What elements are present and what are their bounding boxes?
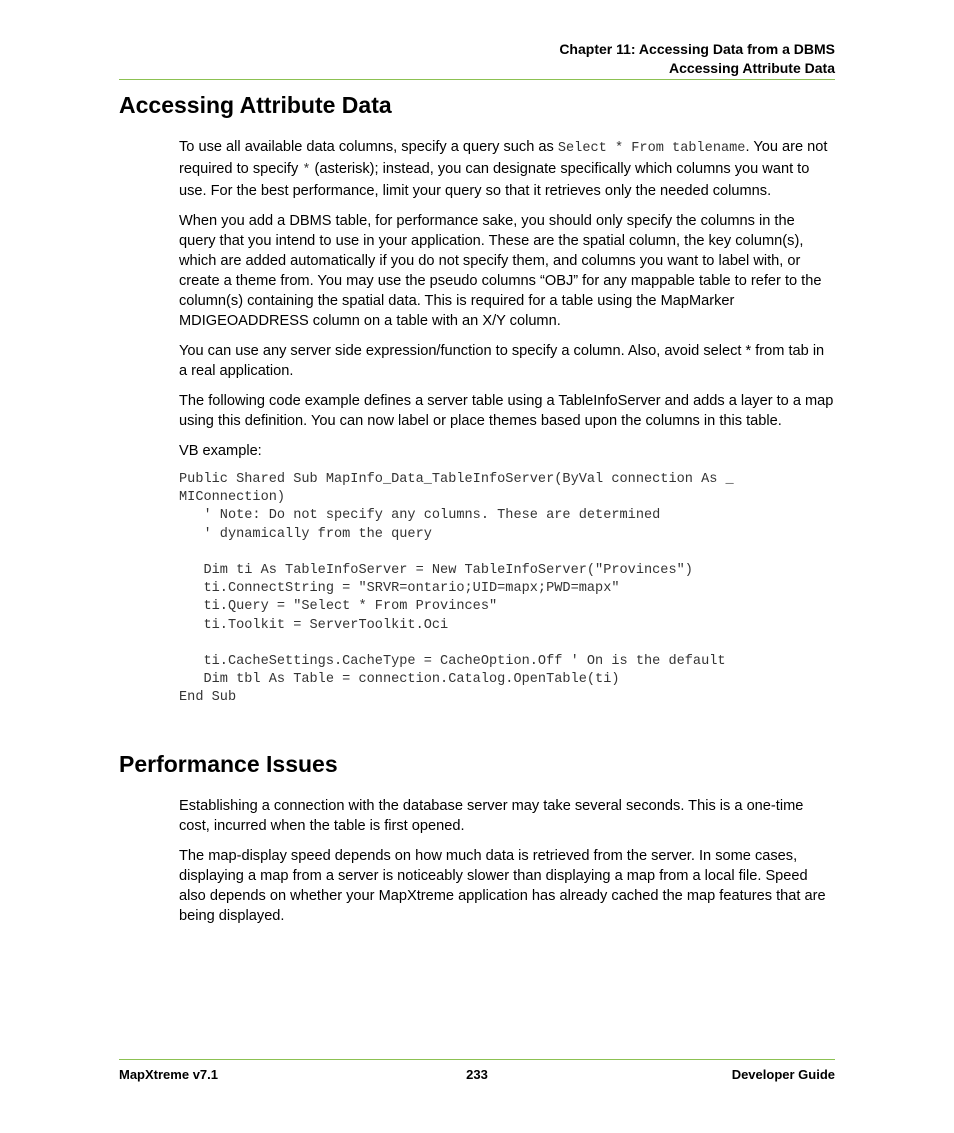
- text-run: . You are not required to specify: [179, 139, 828, 177]
- paragraph: You can use any server side expression/function to specify a column. Also, avoid select * from tab in a real application.: [179, 343, 825, 379]
- header-chapter: Chapter 11: Accessing Data from a DBMS: [559, 41, 835, 57]
- section-body-performance: [179, 796, 835, 936]
- paragraph: When you add a DBMS table, for performance sake, you should only specify the columns in the query that you intend to use in your application. These are the spatial column, the key column(s), which are added automatically if you do not specify them, and columns you want to label with, or create a theme from. You may use the pseudo columns “OBJ” for any mappable table to refer to the column(s) containing the spatial data. This is required for a table using the MapMarker MDIGEOADDRESS column on a table with an X/Y column.: [179, 213, 822, 329]
- inline-code: *: [302, 163, 311, 178]
- paragraph: The map-display speed depends on how much data is retrieved from the server. In some cases, displaying a map from a server is noticeably slower than displaying a map from a local file. Speed also depends on whether your MapXtreme application has already cached the map features that are being displayed.: [179, 848, 826, 924]
- text-run: To use all available data columns, specify a query such as: [179, 139, 558, 155]
- text-run: (asterisk); instead, you can designate specifically which columns you want to use. For the best performance, limit your query so that it retrieves only the needed columns.: [179, 161, 810, 199]
- paragraph: Establishing a connection with the database server may take several seconds. This is a one-time cost, incurred when the table is first opened.: [179, 798, 804, 834]
- section-body-attribute-data: [179, 137, 835, 708]
- page-number: 233: [466, 1067, 488, 1082]
- header-section: Accessing Attribute Data: [669, 60, 835, 76]
- footer-product: MapXtreme v7.1: [119, 1067, 218, 1082]
- footer-guide: Developer Guide: [731, 1067, 835, 1082]
- running-header: [559, 40, 835, 78]
- paragraph: VB example:: [179, 443, 262, 459]
- header-divider: [119, 79, 835, 80]
- inline-code: Select * From tablename: [557, 141, 746, 156]
- section-heading-accessing-attribute-data: Accessing Attribute Data: [119, 92, 392, 118]
- paragraph: [179, 137, 835, 201]
- paragraph: The following code example defines a server table using a TableInfoServer and adds a layer to a map using this definition. You can now label or place themes based upon the columns in this table.: [179, 393, 834, 429]
- code-example: Public Shared Sub MapInfo_Data_TableInfoServer(ByVal connection As _ MIConnection) ' Note: Do not specify any columns. These are determined ' dynamically from the query Dim ti As TableInfoServer = New TableInfoServer("Provinces") ti.ConnectString = "SRVR=ontario;UID=mapx;PWD=mapx" ti.Query = "Select * From Provinces" ti.Toolkit = ServerToolkit.Oci ti.CacheSettings.CacheType = CacheOption.Off ' On is the default Dim tbl As Table = connection.Catalog.OpenTable(ti) End Sub: [179, 472, 734, 706]
- footer-divider: [119, 1059, 835, 1060]
- section-heading-performance-issues: Performance Issues: [119, 751, 338, 777]
